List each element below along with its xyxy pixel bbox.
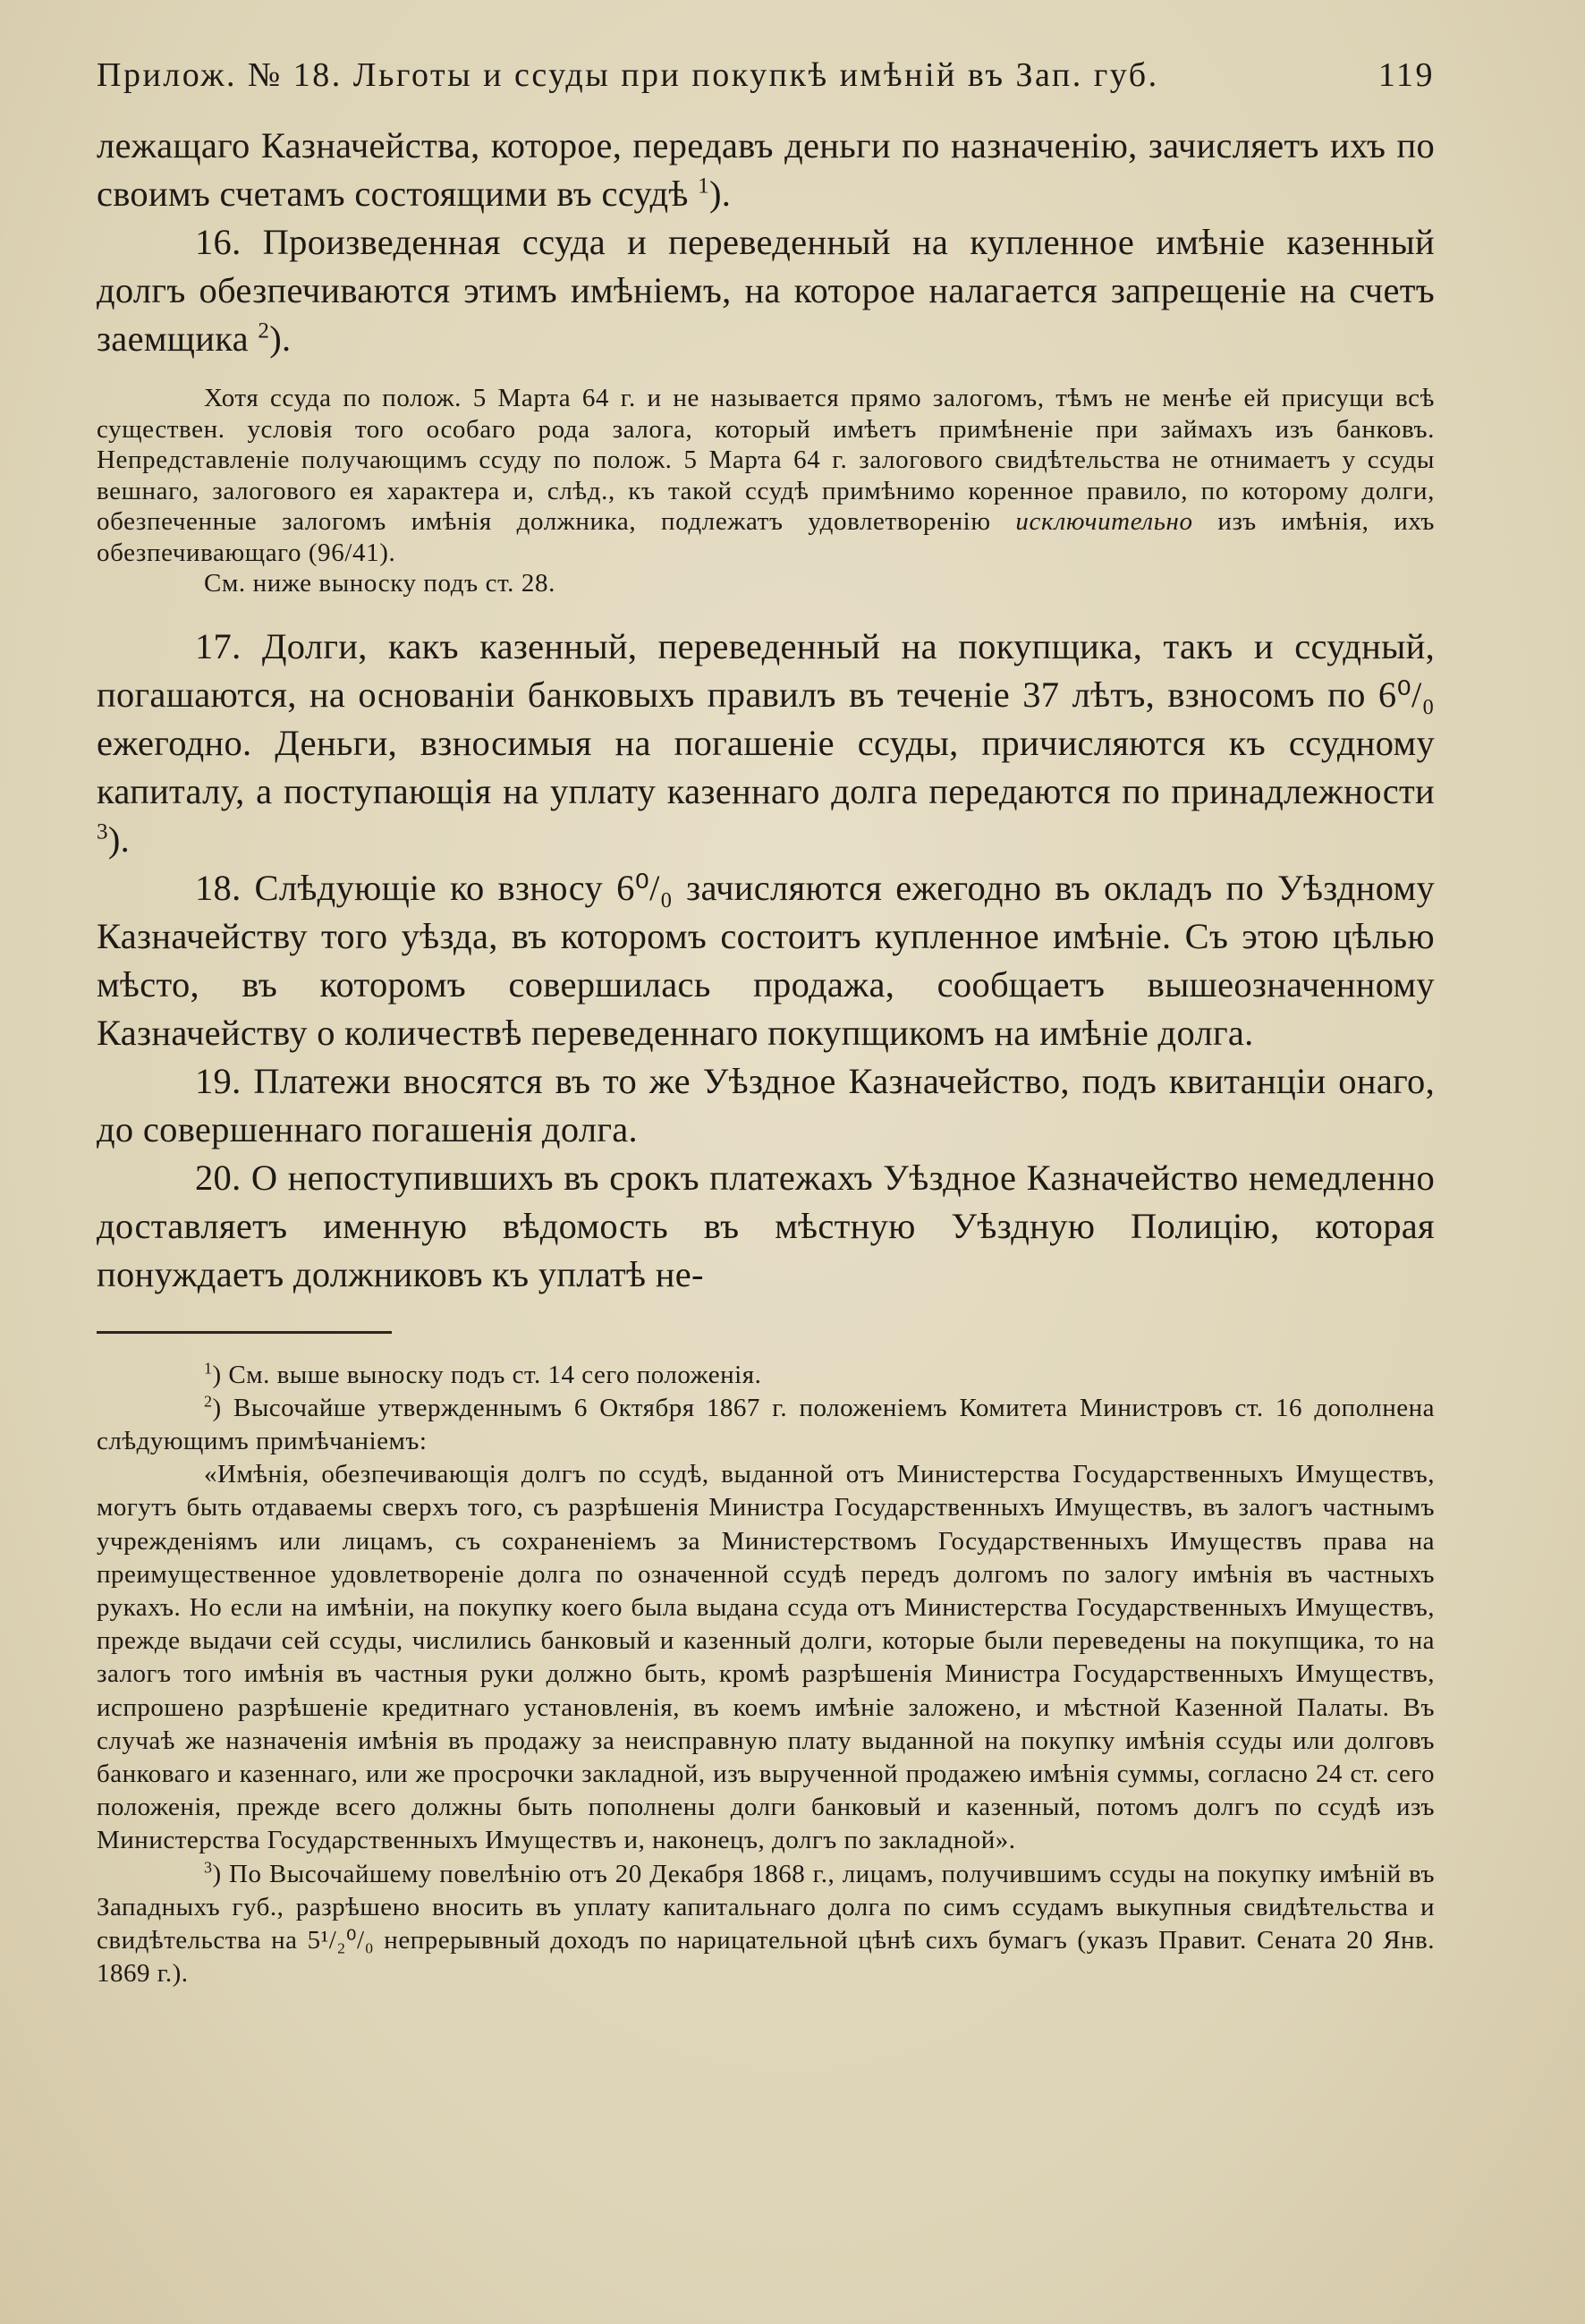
footnote-text: ) По Высочайшему повелѣнію отъ 20 Декабря 1868 г., лицамъ, получившимъ ссуды на покупку имѣній въ Западныхъ губ., разрѣшено вносить въ уплату капитальнаго долга по симъ ссудамъ выкупныя свидѣтельства и свидѣтельства на 5¹/₂⁰/₀ непрерывный доходъ по нарицательной цѣнѣ сихъ бумагъ (указъ Правит. Сената 20 Янв. 1869 г.). [97,1859,1435,1989]
note-text-end: изъ имѣнія, ихъ обезпечивающаго (96/41). [97,507,1435,567]
footnote-text: ) Высочайше утвержденнымъ 6 Октября 1867 г. положеніемъ Комитета Министровъ ст. 16 дополнена слѣдующимъ примѣчаніемъ: [97,1393,1435,1455]
footnote-1 [97,1359,1435,1392]
footnote-2 [97,1392,1435,1458]
footnote-3 [97,1858,1435,1991]
footnote-ref: 2 [258,318,270,344]
paragraph-continuation [97,122,1435,218]
article-end: ). [107,818,131,860]
footnote-text: ) См. выше выноску подъ ст. 14 сего положенія. [212,1360,762,1389]
main-text [97,122,1435,363]
footnote-marker: 1 [204,1358,213,1377]
article-text: 16. Произведенная ссуда и переведенный на купленное имѣніе казенный долгъ обезпечиваются этимъ имѣніемъ, на которое налагается запрещеніе на счетъ заемщика [97,222,1435,359]
paragraph-end: ). [708,174,732,214]
note-paragraph [97,383,1435,568]
article-end: ). [269,318,292,359]
footnotes [97,1359,1435,1991]
footnote-marker: 2 [204,1392,213,1411]
article-18: 18. Слѣдующіе ко взносу 6⁰/₀ зачисляются ежегодно въ окладъ по Уѣздному Казначейству того уѣзда, въ которомъ состоитъ купленное имѣніе. Съ этою цѣлью мѣсто, въ которомъ совершилась продажа, сообщаетъ вышеозначенному Казначейству о количествѣ переведеннаго покупщикомъ на имѣніе долга. [97,867,1435,1053]
running-head-title: Прилож. № 18. Льготы и ссуды при покупкѣ имѣній въ Зап. губ. [97,56,1159,94]
footnote-divider [97,1331,392,1334]
running-head [97,55,1435,95]
paragraph-text: лежащаго Казначейства, которое, передавъ деньги по назначенію, зачисляетъ ихъ по своимъ счетамъ состоящими въ ссудѣ [97,125,1435,214]
page-number: 119 [1377,56,1435,94]
footnote-ref: 3 [97,819,108,844]
note-see-also: См. ниже выноску подъ ст. 28. [204,569,555,598]
footnote-ref: 1 [698,174,709,199]
footnote-marker: 3 [204,1857,213,1876]
small-print-note [97,383,1435,599]
note-italic: исключительно [1015,507,1193,536]
footnote-2-quote: «Имѣнія, обезпечивающія долгъ по ссудѣ, выданной отъ Министерства Государственныхъ Имуществъ, могутъ быть отдаваемы сверхъ того, съ разрѣшенія Министра Государственныхъ Имуществъ, въ залогъ частнымъ учрежденіямъ или лицамъ, съ сохраненіемъ за Министерствомъ Государственныхъ Имуществъ права на преимущественное удовлетвореніе долга по означенной ссудѣ передъ долгомъ по залогу имѣнія въ частныхъ рукахъ. Но если на имѣніи, на покупку коего была выдана ссуда отъ Министерства Государственныхъ Имуществъ, прежде выдачи сей ссуды, числились банковый и казенный долги, которые были переведены на покупщика, то на залогъ того имѣнія въ частныя руки должно быть, кромѣ разрѣшенія Министра Государственныхъ Имуществъ, испрошено разрѣшеніе кредитнаго установленія, въ коемъ имѣніе заложено, и мѣстной Казенной Палаты. Въ случаѣ же назначенія имѣнія въ продажу за неисправную плату выданной на покупку имѣнія ссуды или долговъ банковаго и казеннаго, или же просрочки закладной, изъ вырученной продажею имѣнія суммы, согласно 24 ст. сего положенія, прежде всего должны быть пополнены долги банковый и казенный, потомъ долгъ по ссудѣ изъ Министерства Государственныхъ Имуществъ и, наконецъ, долгъ по закладной». [97,1460,1435,1855]
article-19: 19. Платежи вносятся въ то же Уѣздное Казначейство, подъ квитанціи онаго, до совершеннаго погашенія долга. [97,1060,1435,1149]
article-text: 17. Долги, какъ казенный, переведенный на покупщика, такъ и ссудный, погашаются, на основаніи банковыхъ правилъ въ теченіе 37 лѣтъ, взносомъ по 6⁰/₀ ежегодно. Деньги, взносимыя на погашеніе ссуды, причисляются къ ссудному капиталу, а поступающія на уплату казеннаго долга передаются по принадлежности [97,625,1435,811]
note-text: Хотя ссуда по полож. 5 Марта 64 г. и не называется прямо залогомъ, тѣмъ не менѣе ей присущи всѣ существен. условія того особаго рода залога, который имѣетъ примѣненіе при займахъ изъ банковъ. Непредставленіе получающимъ ссуду по полож. 5 Марта 64 г. залогового свидѣтельства не отнимаетъ у ссуды вешнаго, залогового ея характера и, слѣд., къ такой ссудѣ примѣнимо коренное правило, по которому долги, обезпеченные залогомъ имѣнія должника, подлежатъ удовлетворенію [97,384,1435,536]
main-text-continued [97,623,1435,1299]
article-20: 20. О непоступившихъ въ срокъ платежахъ Уѣздное Казначейство немедленно доставляетъ именную вѣдомость въ мѣстную Уѣздную Полицію, которая понуждаетъ должниковъ къ уплатѣ не- [97,1157,1435,1294]
article-16 [97,218,1435,363]
article-17 [97,623,1435,864]
